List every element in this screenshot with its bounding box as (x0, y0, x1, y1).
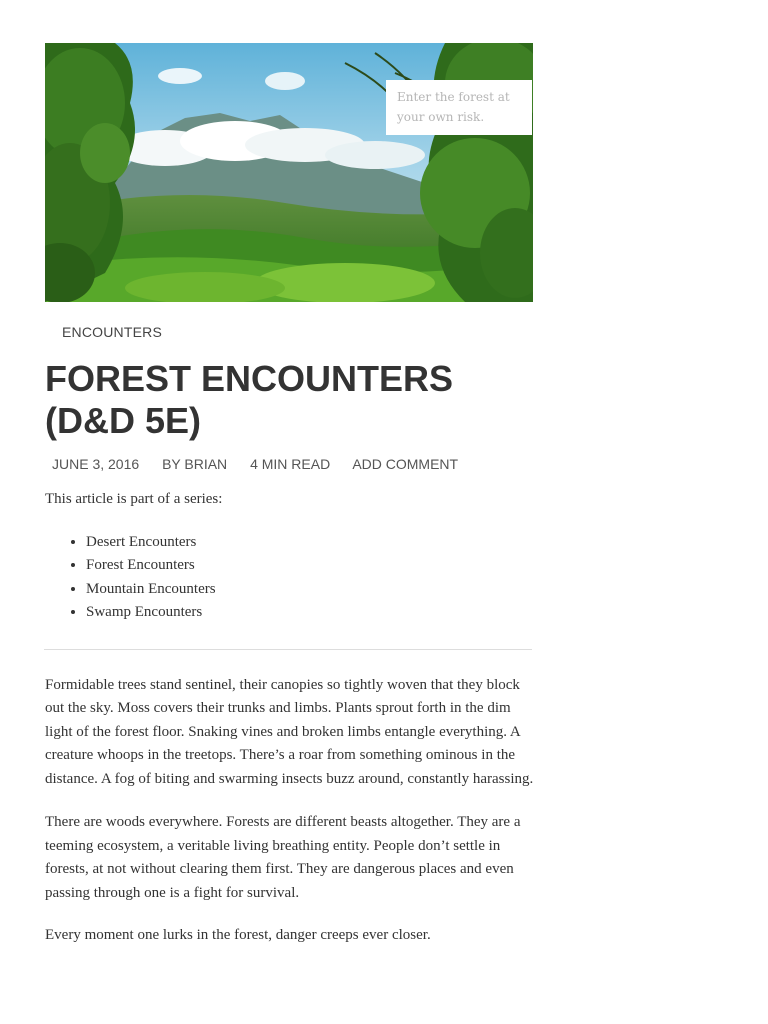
post-title: FOREST ENCOUNTERS (D&D 5E) (45, 358, 454, 441)
post-content (45, 488, 535, 948)
series-link-desert[interactable]: Desert Encounters (86, 533, 197, 550)
hero-caption: Enter the forest at your own risk. (386, 80, 532, 135)
list-item (86, 531, 535, 555)
post-date[interactable]: JUNE 3, 2016 (52, 456, 140, 472)
add-comment-link[interactable]: ADD COMMENT (352, 456, 459, 472)
series-link-mountain[interactable]: Mountain Encounters (86, 580, 216, 597)
category-link[interactable]: ENCOUNTERS (62, 324, 163, 340)
series-link-forest[interactable]: Forest Encounters (86, 557, 195, 573)
post-meta (52, 456, 477, 472)
paragraph: There are woods everywhere. Forests are different beasts altogether. They are a teeming ecosystem, a veritable living breathing entity. People don’t settle in forests, at not without clearing them first. They are dangerous places and even passing through one is a fight for survival. (45, 814, 521, 901)
list-item (86, 601, 535, 625)
paragraph: Formidable trees stand sentinel, their canopies so tightly woven that they block out the sky. Moss covers their trunks and limbs. Plants sprout forth in the dim light of the forest floor. Snaking vines and broken limbs entangle everything. A creature whoops in the treetops. There’s a roar from something ominous in the distance. A fog of biting and swarming insects buzz around, constantly harassing. (45, 676, 534, 787)
series-link-swamp[interactable]: Swamp Encounters (86, 604, 203, 620)
read-time: 4 MIN READ (250, 456, 331, 472)
paragraph: Every moment one lurks in the forest, danger creeps ever closer. (45, 927, 431, 943)
divider (44, 649, 532, 650)
series-intro: This article is part of a series: (45, 491, 223, 507)
post-author[interactable]: BY BRIAN (162, 456, 228, 472)
list-item (86, 578, 535, 602)
series-list (45, 531, 535, 625)
list-item (86, 554, 535, 578)
